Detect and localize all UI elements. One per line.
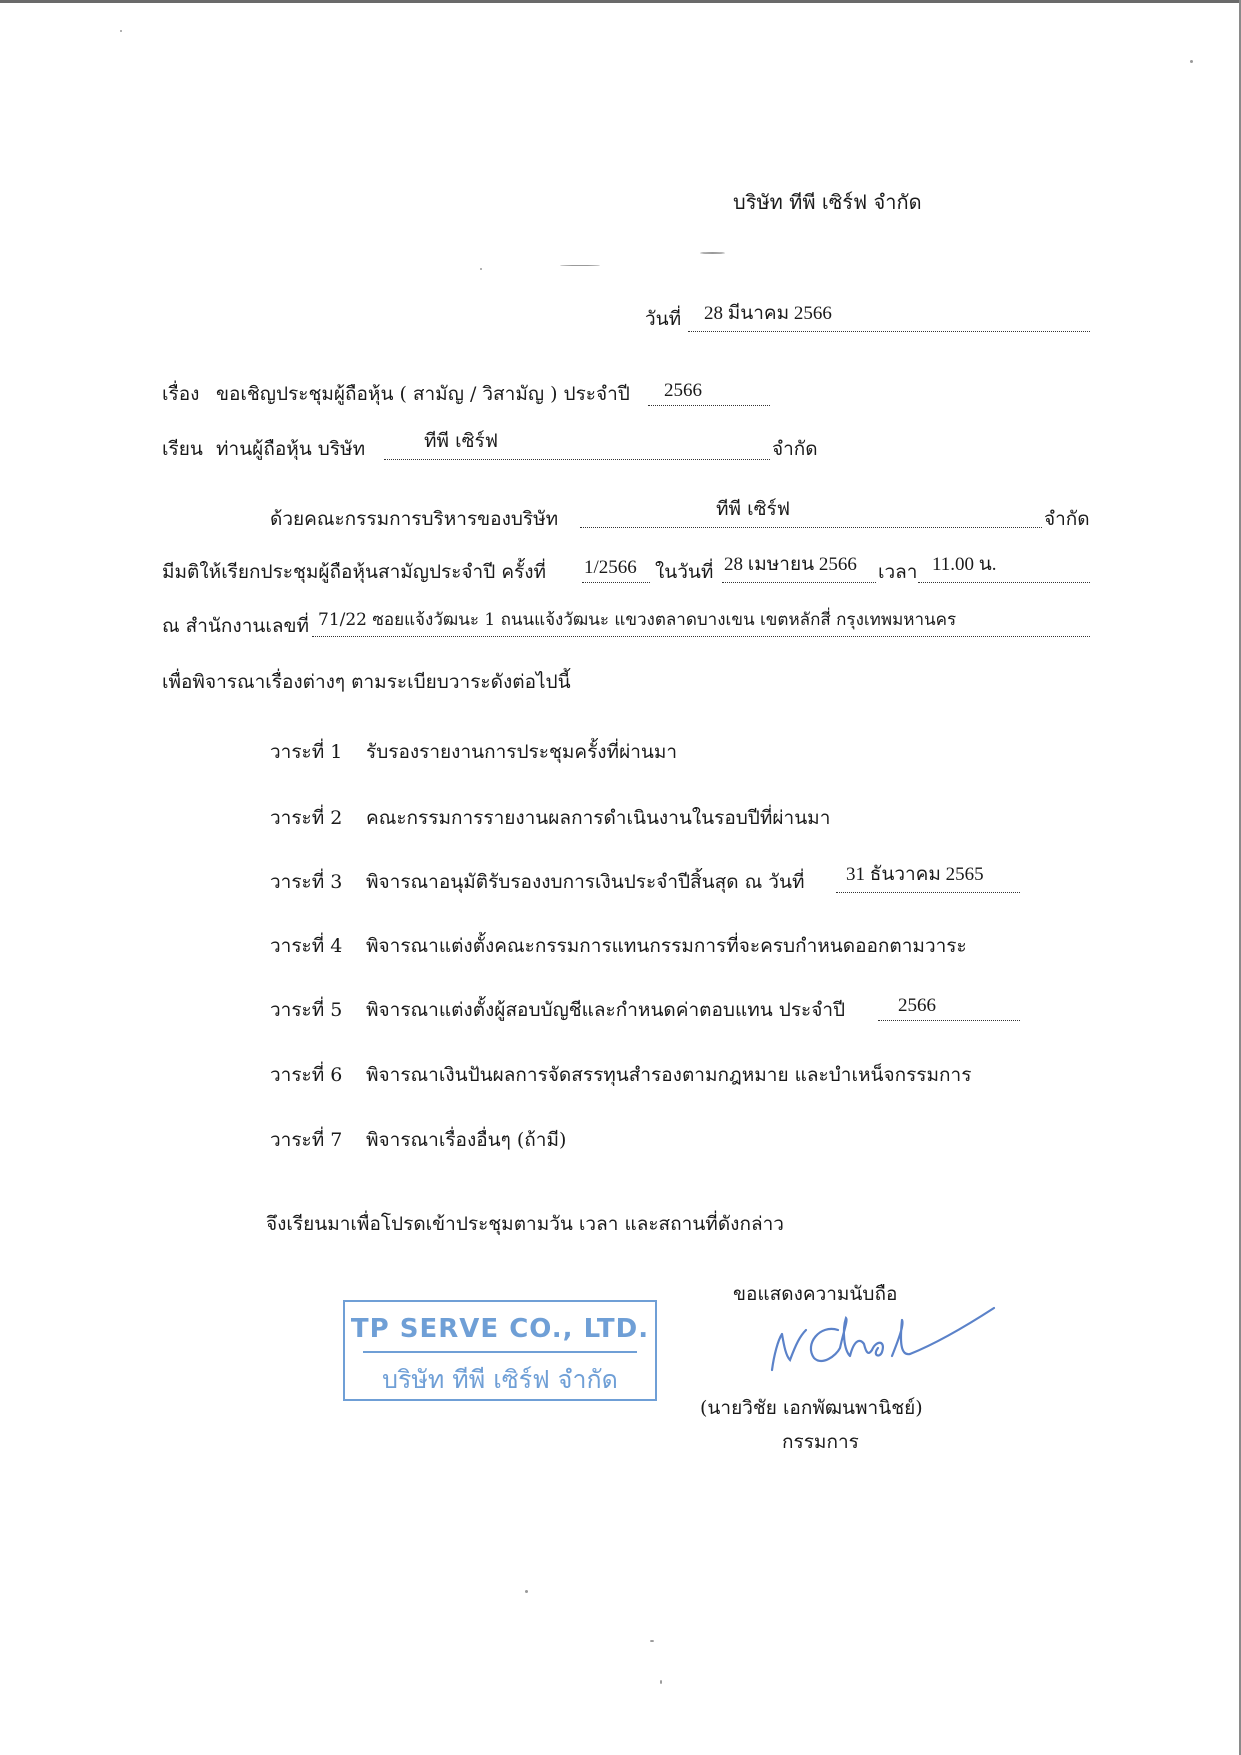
addressee-text: ท่านผู้ถือหุ้น บริษัท: [216, 438, 366, 460]
company-header: บริษัท ทีพี เซิร์ฟ จำกัด: [733, 190, 922, 214]
stamp-thai: บริษัท ทีพี เซิร์ฟ จำกัด: [382, 1365, 618, 1394]
agenda-no: วาระที่ 4: [270, 935, 343, 957]
body-line3-prefix: ณ สำนักงานเลขที่: [162, 615, 310, 637]
scan-speck: [650, 1640, 654, 1642]
agenda-text: พิจารณาเรื่องอื่นๆ (ถ้ามี): [366, 1129, 567, 1151]
addressee-suffix: จำกัด: [772, 438, 818, 460]
addressee-company-fill: [384, 430, 770, 460]
scan-edge-top: [0, 0, 1241, 3]
body-line2-prefix: มีมติให้เรียกประชุมผู้ถือหุ้นสามัญประจำปี ครั้งที่: [162, 561, 547, 583]
scan-speck: [480, 268, 482, 270]
addressee-label: เรียน: [162, 438, 203, 460]
signer-name: (นายวิชัย เอกพัฒนพานิชย์): [700, 1397, 923, 1419]
agenda-text: พิจารณาเงินปันผลการจัดสรรทุนสำรองตามกฎหมาย และบำเหน็จกรรมการ: [366, 1064, 972, 1086]
handwritten-signature: [760, 1300, 1000, 1380]
company-stamp: [343, 1300, 657, 1401]
agenda-text: คณะกรรมการรายงานผลการดำเนินงานในรอบปีที่ผ่านมา: [366, 807, 831, 829]
date-label: วันที่: [645, 308, 682, 330]
subject-year-fill: [648, 379, 770, 406]
scan-speck: [700, 252, 725, 254]
subject-year: 2566: [664, 380, 702, 401]
addressee-company: ทีพี เซิร์ฟ: [424, 430, 499, 452]
agenda3-fill-value: 31 ธันวาคม 2565: [846, 864, 984, 885]
agenda3-fill: [836, 866, 1020, 893]
regards-text: ขอแสดงความนับถือ: [733, 1283, 898, 1305]
scan-speck: [525, 1590, 528, 1593]
scan-speck: [660, 1680, 662, 1684]
body-line1-suffix: จำกัด: [1044, 508, 1090, 530]
address-value: 71/22 ซอยแจ้งวัฒนะ 1 ถนนแจ้งวัฒนะ แขวงตลาดบางเขน เขตหลักสี่ กรุงเทพมหานคร: [318, 610, 957, 630]
agenda-text: รับรองรายงานการประชุมครั้งที่ผ่านมา: [366, 741, 678, 763]
meeting-date-fill: [722, 556, 876, 583]
date-value: 28 มีนาคม 2566: [704, 303, 832, 324]
meeting-time-fill: [918, 556, 1090, 583]
body-line1-prefix: ด้วยคณะกรรมการบริหารของบริษัท: [270, 508, 559, 530]
agenda5-fill-value: 2566: [898, 995, 936, 1016]
meeting-no: 1/2566: [584, 557, 637, 578]
agenda-no: วาระที่ 1: [270, 741, 343, 763]
address-fill: [312, 610, 1090, 637]
agenda-no: วาระที่ 6: [270, 1064, 343, 1086]
subject-text: ขอเชิญประชุมผู้ถือหุ้น ( สามัญ / วิสามัญ ) ประจำปี: [216, 383, 630, 405]
meeting-time: 11.00 น.: [932, 554, 997, 575]
scan-speck: [1190, 60, 1193, 63]
agenda-no: วาระที่ 3: [270, 871, 343, 893]
agenda5-fill: [878, 994, 1020, 1021]
scan-speck: [560, 265, 600, 266]
signer-title: กรรมการ: [782, 1431, 859, 1453]
date-fill: [688, 305, 1090, 332]
agenda-text: พิจารณาแต่งตั้งคณะกรรมการแทนกรรมการที่จะครบกำหนดออกตามวาระ: [366, 935, 967, 957]
stamp-english: TP SERVE CO., LTD.: [350, 1314, 650, 1344]
meeting-date: 28 เมษายน 2566: [724, 554, 857, 575]
closing-text: จึงเรียนมาเพื่อโปรดเข้าประชุมตามวัน เวลา และสถานที่ดังกล่าว: [266, 1213, 784, 1235]
agenda-no: วาระที่ 5: [270, 999, 343, 1021]
body-company: ทีพี เซิร์ฟ: [716, 498, 791, 520]
meeting-no-fill: [582, 556, 650, 583]
body-date-label: ในวันที่: [655, 561, 714, 583]
scan-speck: [120, 30, 122, 32]
agenda-text: พิจารณาอนุมัติรับรองงบการเงินประจำปีสิ้นสุด ณ วันที่: [366, 871, 805, 893]
stamp-rule: [363, 1351, 637, 1353]
body-company-fill: [580, 498, 1042, 528]
agenda-no: วาระที่ 2: [270, 807, 343, 829]
subject-label: เรื่อง: [162, 383, 200, 405]
body-time-label: เวลา: [878, 561, 918, 583]
agenda-text: พิจารณาแต่งตั้งผู้สอบบัญชีและกำหนดค่าตอบแทน ประจำปี: [366, 999, 846, 1021]
agenda-no: วาระที่ 7: [270, 1129, 343, 1151]
body-line4: เพื่อพิจารณาเรื่องต่างๆ ตามระเบียบวาระดังต่อไปนี้: [162, 671, 571, 693]
